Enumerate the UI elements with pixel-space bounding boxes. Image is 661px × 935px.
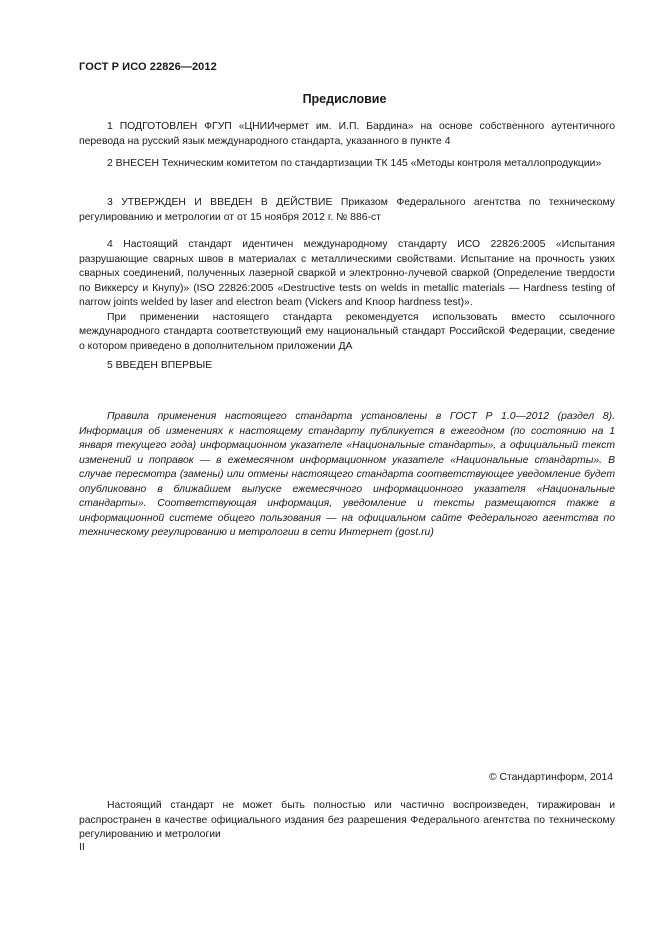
- document-code: ГОСТ Р ИСО 22826—2012: [79, 61, 217, 73]
- preface-item-5: [79, 359, 615, 374]
- preface-paragraph: 2 ВНЕСЕН Техническим комитетом по стандартизации ТК 145 «Методы контроля металлопродукции»: [107, 158, 602, 169]
- preface-item-4: [79, 238, 615, 354]
- page-title: Предисловие: [302, 92, 387, 106]
- application-rules-notice: Правила применения настоящего стандарта установлены в ГОСТ Р 1.0—2012 (раздел 8). Информация об изменениях к настоящему стандарту публикуется в ежегодном (по состоянию на 1 января текущего года) информационном указателе «Национальные стандарты», а официальный текст изменений и поправок — в ежемесячном информационном указателе «Национальные стандарты». В случае пересмотра (замены) или отмены настоящего стандарта соответствующее уведомление будет опубликовано в ближайшем выпуске ежемесячного информационного указателя «Национальные стандарты». Соответствующая информация, уведомление и тексты размещаются также в информационной системе общего пользования — на официальном сайте Федерального агентства по техническому регулированию и метрологии в сети Интернет (gost.ru): [79, 411, 615, 538]
- preface-item-2: [79, 157, 615, 172]
- preface-paragraph: При применении настоящего стандарта рекомендуется использовать вместо ссылочного международного стандарта соответствующий ему национальный стандарт Российской Федерации, сведение о котором приведено в дополнительном приложении ДА: [79, 311, 615, 352]
- preface-paragraph: 5 ВВЕДЕН ВПЕРВЫЕ: [107, 360, 213, 371]
- page-number: II: [79, 842, 85, 853]
- preface-item-3: [79, 196, 615, 225]
- preface-paragraph: 3 УТВЕРЖДЕН И ВВЕДЕН В ДЕЙСТВИЕ Приказом Федерального агентства по техническому регулированию и метрологии от от 15 ноября 2012 г. № 886-ст: [79, 197, 615, 223]
- preface-paragraph: 4 Настоящий стандарт идентичен международному стандарту ИСО 22826:2005 «Испытания разрушающие сварных швов в материалах с металлическими свойствами. Испытание на прочность узких сварных соединений, полученных лазерной сваркой и электронно-лучевой сваркой (Определение твердости по Виккерсу и Кнупу)» (ISO 22826:2005 «Destructive tests on welds in metallic materials — Hardness testing of narrow joints welded by laser and electron beam (Vickers and Knoop hardness test)».: [79, 239, 615, 308]
- preface-item-1: [79, 120, 615, 149]
- preface-paragraph: 1 ПОДГОТОВЛЕН ФГУП «ЦНИИчермет им. И.П. Бардина» на основе собственного аутентичного перевода на русский язык международного стандарта, указанного в пункте 4: [79, 121, 615, 147]
- reproduction-notice: Настоящий стандарт не может быть полностью или частично воспроизведен, тиражирован и распространен в качестве официального издания без разрешения Федерального агентства по техническому регулированию и метрологии: [79, 800, 615, 840]
- copyright-line: © Стандартинформ, 2014: [488, 772, 613, 783]
